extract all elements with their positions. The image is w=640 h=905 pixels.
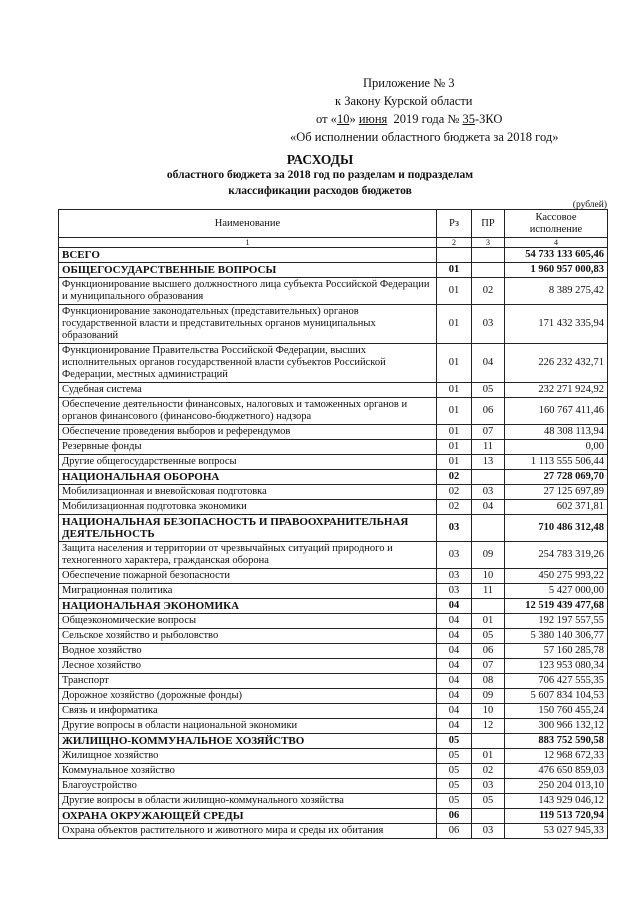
table-row [59,659,608,674]
row-name: ОБЩЕГОСУДАРСТВЕННЫЕ ВОПРОСЫ [59,263,437,278]
row-rz: 02 [437,485,472,500]
row-name: Резервные фонды [59,440,437,455]
row-amount: 602 371,81 [505,500,608,515]
row-pr: 07 [472,659,505,674]
table-row [59,704,608,719]
row-pr: 13 [472,455,505,470]
row-rz: 02 [437,500,472,515]
row-name: Сельское хозяйство и рыболовство [59,629,437,644]
table-row [59,614,608,629]
row-rz: 04 [437,644,472,659]
row-name: Охрана объектов растительного и животного мира и среды их обитания [59,824,437,839]
row-amount: 119 513 720,94 [505,809,608,824]
row-rz: 04 [437,629,472,644]
table-row [59,542,608,569]
row-amount: 8 389 275,42 [505,278,608,305]
row-pr: 11 [472,440,505,455]
row-name: Дорожное хозяйство (дорожные фонды) [59,689,437,704]
appendix-label: Приложение № 3 [363,76,455,90]
section-row [59,599,608,614]
section-row [59,263,608,278]
section-row [59,515,608,542]
col-amount-header: Кассовое исполнение [505,210,608,238]
row-amount: 192 197 557,55 [505,614,608,629]
page-subtitle-1: областного бюджета за 2018 год по разделам и подразделам [166,169,474,181]
row-rz: 05 [437,734,472,749]
table-row [59,749,608,764]
row-amount: 5 380 140 306,77 [505,629,608,644]
row-amount: 5 607 834 104,53 [505,689,608,704]
table-index-row: 1 2 3 4 [59,238,608,248]
row-rz: 03 [437,584,472,599]
row-name: Защита населения и территории от чрезвычайных ситуаций природного и техногенного характера, гражданская оборона [59,542,437,569]
row-pr: 01 [472,749,505,764]
row-pr: 02 [472,278,505,305]
row-amount: 27 125 697,89 [505,485,608,500]
row-pr: 10 [472,569,505,584]
table-row [59,824,608,839]
section-row [59,809,608,824]
row-name: НАЦИОНАЛЬНАЯ ЭКОНОМИКА [59,599,437,614]
row-rz: 06 [437,824,472,839]
table-row [59,500,608,515]
row-pr [472,809,505,824]
row-rz: 05 [437,779,472,794]
row-rz: 06 [437,809,472,824]
row-pr: 09 [472,542,505,569]
table-row [59,629,608,644]
row-name: Функционирование Правительства Российской Федерации, высших исполнительных органов государственной власти субъектов Российской Федерации, местных администраций [59,344,437,383]
row-name: Судебная система [59,383,437,398]
row-name: Функционирование высшего должностного лица субъекта Российской Федерации и муниципального образования [59,278,437,305]
table-row [59,719,608,734]
row-rz: 01 [437,344,472,383]
row-rz: 03 [437,515,472,542]
row-rz: 01 [437,425,472,440]
row-amount: 300 966 132,12 [505,719,608,734]
row-rz: 03 [437,569,472,584]
table-row [59,584,608,599]
row-name: ВСЕГО [59,248,437,263]
row-rz: 04 [437,719,472,734]
col-pr-header: ПР [472,210,505,238]
row-amount: 250 204 013,10 [505,779,608,794]
row-name: Другие вопросы в области жилищно-коммунального хозяйства [59,794,437,809]
row-name: ОХРАНА ОКРУЖАЮЩЕЙ СРЕДЫ [59,809,437,824]
row-pr [472,263,505,278]
row-amount: 710 486 312,48 [505,515,608,542]
row-pr: 08 [472,674,505,689]
row-name: Транспорт [59,674,437,689]
row-name: Обеспечение пожарной безопасности [59,569,437,584]
table-row [59,689,608,704]
row-name: Мобилизационная подготовка экономики [59,500,437,515]
row-name: Жилищное хозяйство [59,749,437,764]
table-row [59,440,608,455]
row-pr: 06 [472,644,505,659]
row-rz: 03 [437,542,472,569]
row-amount: 160 767 411,46 [505,398,608,425]
row-amount: 476 650 859,03 [505,764,608,779]
table-row [59,779,608,794]
row-name: Лесное хозяйство [59,659,437,674]
row-name: Коммунальное хозяйство [59,764,437,779]
row-name: Обеспечение деятельности финансовых, налоговых и таможенных органов и органов финансового (финансово-бюджетного) надзора [59,398,437,425]
row-amount: 254 783 319,26 [505,542,608,569]
row-pr [472,599,505,614]
page-subtitle-2: классификации расходов бюджетов [228,185,412,197]
row-pr: 12 [472,719,505,734]
row-amount: 232 271 924,92 [505,383,608,398]
table-row [59,485,608,500]
row-amount: 54 733 133 605,46 [505,248,608,263]
row-amount: 123 953 080,34 [505,659,608,674]
row-amount: 57 160 285,78 [505,644,608,659]
law-date-line: от «10» июня 2019 года № 35-ЗКО [316,112,503,126]
row-pr: 03 [472,824,505,839]
row-rz: 05 [437,794,472,809]
table-row [59,569,608,584]
row-pr: 01 [472,614,505,629]
row-rz: 05 [437,764,472,779]
row-rz: 01 [437,305,472,344]
row-pr: 04 [472,500,505,515]
row-name: Другие общегосударственные вопросы [59,455,437,470]
row-pr: 05 [472,383,505,398]
table-row [59,674,608,689]
row-name: Обеспечение проведения выборов и референдумов [59,425,437,440]
row-pr: 06 [472,398,505,425]
row-pr: 05 [472,794,505,809]
table-row [59,383,608,398]
row-name: НАЦИОНАЛЬНАЯ БЕЗОПАСНОСТЬ И ПРАВООХРАНИТЕЛЬНАЯ ДЕЯТЕЛЬНОСТЬ [59,515,437,542]
table-row [59,794,608,809]
row-rz: 01 [437,440,472,455]
row-name: Мобилизационная и вневойсковая подготовка [59,485,437,500]
row-pr: 10 [472,704,505,719]
table-row [59,398,608,425]
table-row [59,455,608,470]
row-amount: 27 728 069,70 [505,470,608,485]
row-rz: 01 [437,455,472,470]
table-row [59,425,608,440]
row-amount: 450 275 993,22 [505,569,608,584]
law-month: июня [358,112,388,126]
col-name-header: Наименование [59,210,437,238]
section-row [59,248,608,263]
row-rz: 01 [437,398,472,425]
row-rz: 01 [437,278,472,305]
row-name: Миграционная политика [59,584,437,599]
law-reference: к Закону Курской области [335,94,473,108]
row-rz: 04 [437,599,472,614]
page-title: РАСХОДЫ [286,152,354,167]
row-amount: 171 432 335,94 [505,305,608,344]
col-rz-header: Рз [437,210,472,238]
row-rz: 04 [437,704,472,719]
row-amount: 150 760 455,24 [505,704,608,719]
row-amount: 53 027 945,33 [505,824,608,839]
table-header-row [59,210,608,238]
row-rz: 01 [437,383,472,398]
row-name: НАЦИОНАЛЬНАЯ ОБОРОНА [59,470,437,485]
row-pr: 09 [472,689,505,704]
units-label: (рублей) [572,200,607,210]
row-amount: 1 960 957 000,83 [505,263,608,278]
row-amount: 48 308 113,94 [505,425,608,440]
table-row [59,344,608,383]
row-pr: 03 [472,485,505,500]
table-row [59,278,608,305]
table-row [59,764,608,779]
table-row [59,305,608,344]
row-amount: 883 752 590,58 [505,734,608,749]
row-pr [472,515,505,542]
row-rz: 05 [437,749,472,764]
row-name: Функционирование законодательных (представительных) органов государственной власти и представительных органов муниципальных образований [59,305,437,344]
row-name: Водное хозяйство [59,644,437,659]
row-rz: 04 [437,689,472,704]
section-row [59,470,608,485]
law-number: 35 [462,112,475,126]
table-row [59,644,608,659]
row-rz: 02 [437,470,472,485]
law-day: 10 [336,112,350,126]
row-name: Другие вопросы в области национальной экономики [59,719,437,734]
row-pr: 03 [472,779,505,794]
row-name: Общеэкономические вопросы [59,614,437,629]
row-amount: 5 427 000,00 [505,584,608,599]
row-amount: 12 968 672,33 [505,749,608,764]
law-title: «Об исполнении областного бюджета за 2018 год» [290,130,559,144]
section-row [59,734,608,749]
row-rz: 04 [437,674,472,689]
row-pr: 11 [472,584,505,599]
row-pr: 04 [472,344,505,383]
row-name: ЖИЛИЩНО-КОММУНАЛЬНОЕ ХОЗЯЙСТВО [59,734,437,749]
row-rz: 04 [437,659,472,674]
row-name: Связь и информатика [59,704,437,719]
row-pr: 07 [472,425,505,440]
row-amount: 706 427 555,35 [505,674,608,689]
row-pr: 03 [472,305,505,344]
row-name: Благоустройство [59,779,437,794]
row-pr [472,734,505,749]
row-amount: 143 929 046,12 [505,794,608,809]
row-pr [472,470,505,485]
row-amount: 12 519 439 477,68 [505,599,608,614]
row-rz: 04 [437,614,472,629]
row-pr: 05 [472,629,505,644]
row-pr: 02 [472,764,505,779]
row-amount: 0,00 [505,440,608,455]
row-amount: 226 232 432,71 [505,344,608,383]
row-rz: 01 [437,263,472,278]
expenses-table [58,209,608,839]
row-amount: 1 113 555 506,44 [505,455,608,470]
row-rz [437,248,472,263]
row-pr [472,248,505,263]
